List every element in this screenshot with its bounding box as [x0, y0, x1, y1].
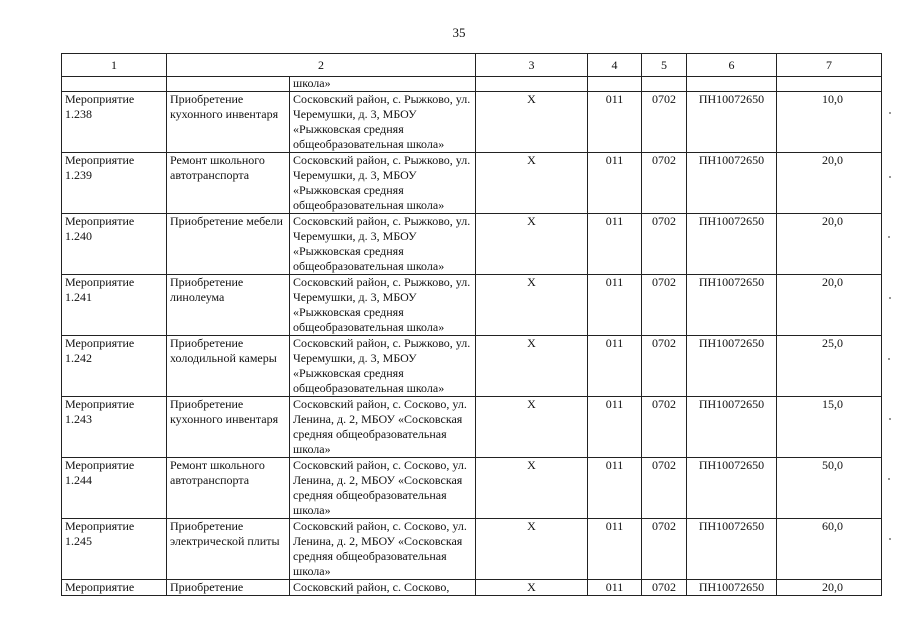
row-name-cell: Ремонт школьного автотранспорта [167, 153, 290, 214]
row-col5-cell: 0702 [642, 214, 687, 275]
row-id-cell: Мероприятие 1.245 [62, 519, 167, 580]
row-col7-cell: 15,0 [777, 397, 882, 458]
row-id-cell: Мероприятие 1.244 [62, 458, 167, 519]
row-col4-cell: 011 [588, 397, 642, 458]
row-col4-cell: 011 [588, 275, 642, 336]
header-col-6: 6 [687, 54, 777, 77]
table-row [62, 519, 882, 580]
row-col7-cell: 20,0 [777, 153, 882, 214]
table-row [62, 397, 882, 458]
row-col3-cell: X [476, 275, 588, 336]
row-col5-cell: 0702 [642, 336, 687, 397]
row-col5-cell: 0702 [642, 580, 687, 596]
row-address-cell: Сосковский район, с. Сосково, [290, 580, 476, 596]
row-col5-cell: 0702 [642, 519, 687, 580]
continuation-address: школа» [290, 77, 476, 92]
header-col-1: 1 [62, 54, 167, 77]
row-id-cell: Мероприятие 1.240 [62, 214, 167, 275]
table-row [62, 92, 882, 153]
row-name-cell: Приобретение кухонного инвентаря [167, 92, 290, 153]
scan-speck [888, 236, 890, 238]
row-col3-cell: X [476, 458, 588, 519]
row-id-cell: Мероприятие 1.238 [62, 92, 167, 153]
header-col-2: 2 [167, 54, 476, 77]
continuation-cell-empty [167, 77, 290, 92]
row-name-cell: Ремонт школьного автотранспорта [167, 458, 290, 519]
table-row [62, 153, 882, 214]
row-col3-cell: X [476, 336, 588, 397]
row-col6-cell: ПН10072650 [687, 580, 777, 596]
scan-speck [888, 478, 890, 480]
row-col6-cell: ПН10072650 [687, 336, 777, 397]
continuation-cell-empty [476, 77, 588, 92]
row-address-cell: Сосковский район, с. Рыжково, ул. Черемушки, д. 3, МБОУ «Рыжковская средняя общеобразовательная школа» [290, 92, 476, 153]
row-name-cell: Приобретение мебели [167, 214, 290, 275]
row-col5-cell: 0702 [642, 275, 687, 336]
row-name-cell: Приобретение линолеума [167, 275, 290, 336]
page-number: 35 [452, 25, 466, 40]
table-row [62, 580, 882, 596]
budget-table [61, 53, 882, 596]
row-col6-cell: ПН10072650 [687, 214, 777, 275]
row-name-cell: Приобретение холодильной камеры [167, 336, 290, 397]
row-col6-cell: ПН10072650 [687, 92, 777, 153]
row-col3-cell: X [476, 153, 588, 214]
row-col5-cell: 0702 [642, 153, 687, 214]
row-col7-cell: 20,0 [777, 214, 882, 275]
scan-speck [889, 112, 891, 114]
table-row [62, 458, 882, 519]
row-name-cell: Приобретение кухонного инвентаря [167, 397, 290, 458]
row-address-cell: Сосковский район, с. Рыжково, ул. Черемушки, д. 3, МБОУ «Рыжковская средняя общеобразовательная школа» [290, 336, 476, 397]
row-col6-cell: ПН10072650 [687, 397, 777, 458]
row-col7-cell: 25,0 [777, 336, 882, 397]
header-col-4: 4 [588, 54, 642, 77]
row-col7-cell: 50,0 [777, 458, 882, 519]
row-col4-cell: 011 [588, 153, 642, 214]
continuation-cell-empty [642, 77, 687, 92]
row-id-cell: Мероприятие 1.239 [62, 153, 167, 214]
row-address-cell: Сосковский район, с. Рыжково, ул. Черемушки, д. 3, МБОУ «Рыжковская средняя общеобразовательная школа» [290, 275, 476, 336]
row-col3-cell: X [476, 92, 588, 153]
row-col6-cell: ПН10072650 [687, 275, 777, 336]
row-col7-cell: 60,0 [777, 519, 882, 580]
scan-speck [888, 358, 890, 360]
row-address-cell: Сосковский район, с. Рыжково, ул. Черемушки, д. 3, МБОУ «Рыжковская средняя общеобразовательная школа» [290, 153, 476, 214]
continuation-cell-empty [777, 77, 882, 92]
header-row [62, 54, 882, 77]
row-col4-cell: 011 [588, 519, 642, 580]
row-id-cell: Мероприятие 1.241 [62, 275, 167, 336]
row-address-cell: Сосковский район, с. Рыжково, ул. Черемушки, д. 3, МБОУ «Рыжковская средняя общеобразовательная школа» [290, 214, 476, 275]
scan-speck [889, 176, 891, 178]
row-col6-cell: ПН10072650 [687, 153, 777, 214]
row-address-cell: Сосковский район, с. Сосково, ул. Ленина, д. 2, МБОУ «Сосковская средняя общеобразовательная школа» [290, 458, 476, 519]
row-col5-cell: 0702 [642, 92, 687, 153]
row-address-cell: Сосковский район, с. Сосково, ул. Ленина, д. 2, МБОУ «Сосковская средняя общеобразовательная школа» [290, 519, 476, 580]
continuation-cell-empty [588, 77, 642, 92]
scan-speck [889, 297, 891, 299]
row-col3-cell: X [476, 397, 588, 458]
continuation-cell-empty [62, 77, 167, 92]
row-col4-cell: 011 [588, 336, 642, 397]
row-col6-cell: ПН10072650 [687, 458, 777, 519]
row-col7-cell: 20,0 [777, 580, 882, 596]
row-col5-cell: 0702 [642, 397, 687, 458]
row-col6-cell: ПН10072650 [687, 519, 777, 580]
row-col4-cell: 011 [588, 214, 642, 275]
row-col7-cell: 10,0 [777, 92, 882, 153]
row-address-cell: Сосковский район, с. Сосково, ул. Ленина, д. 2, МБОУ «Сосковская средняя общеобразовательная школа» [290, 397, 476, 458]
row-col5-cell: 0702 [642, 458, 687, 519]
row-id-cell: Мероприятие 1.242 [62, 336, 167, 397]
row-col4-cell: 011 [588, 580, 642, 596]
scan-speck [889, 418, 891, 420]
table-row [62, 275, 882, 336]
row-id-cell: Мероприятие [62, 580, 167, 596]
header-col-7: 7 [777, 54, 882, 77]
table-row [62, 214, 882, 275]
row-col3-cell: X [476, 580, 588, 596]
row-name-cell: Приобретение [167, 580, 290, 596]
row-id-cell: Мероприятие 1.243 [62, 397, 167, 458]
continuation-row [62, 77, 882, 92]
row-col4-cell: 011 [588, 458, 642, 519]
table-row [62, 336, 882, 397]
header-col-5: 5 [642, 54, 687, 77]
continuation-cell-empty [687, 77, 777, 92]
scan-speck [889, 538, 891, 540]
row-name-cell: Приобретение электрической плиты [167, 519, 290, 580]
row-col7-cell: 20,0 [777, 275, 882, 336]
row-col3-cell: X [476, 214, 588, 275]
header-col-3: 3 [476, 54, 588, 77]
row-col3-cell: X [476, 519, 588, 580]
row-col4-cell: 011 [588, 92, 642, 153]
